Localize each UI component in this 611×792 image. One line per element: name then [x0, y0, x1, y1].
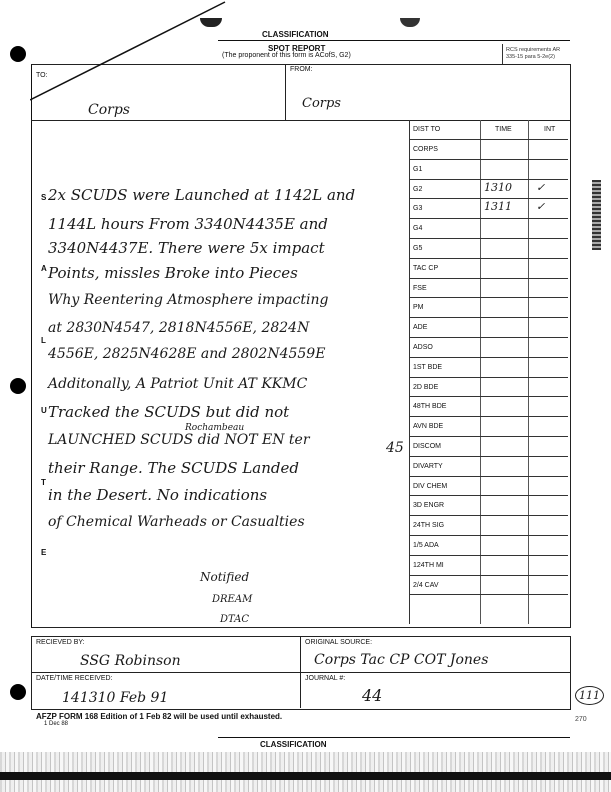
edition-text: Edition of 1 Feb 82 will be used until exhausted.	[100, 712, 283, 721]
dist-row-time: 1310	[484, 180, 512, 194]
footer-rule	[218, 737, 570, 738]
punch-hole-bottom	[10, 684, 26, 700]
dist-row-label: DISCOM	[413, 443, 441, 450]
report-line-5: Why Reentering Atmosphere impacting	[48, 292, 329, 308]
report-line-7: 4556E, 2825N4628E and 2802N4559E	[48, 346, 326, 362]
form-title: SPOT REPORT	[268, 44, 326, 53]
footer-date: 1 Dec 88	[44, 721, 69, 727]
header-rule	[218, 40, 570, 41]
report-line-12: in the Desert. No indications	[48, 486, 268, 504]
dist-to-header: DIST TO	[413, 126, 441, 133]
original-source-label: ORIGINAL SOURCE:	[305, 639, 373, 646]
table-row-rule	[409, 377, 568, 378]
classification-top: CLASSIFICATION	[262, 30, 329, 39]
report-line-13: of Chemical Warheads or Casualties	[48, 514, 305, 530]
dist-row-label: TAC CP	[413, 264, 439, 272]
scan-edge-right	[592, 180, 601, 250]
footer-corner-code: 270	[575, 716, 587, 723]
table-row-rule	[409, 317, 568, 318]
table-row-rule	[409, 297, 568, 298]
to-label: TO:	[36, 72, 48, 79]
journal-label: JOURNAL #:	[305, 675, 346, 682]
dist-row-label: 2/4 CAV	[413, 581, 439, 589]
table-row-rule	[409, 594, 568, 595]
form-number: AFZP FORM 168	[36, 712, 99, 721]
dist-row-int: ✓	[536, 180, 546, 194]
table-row-rule	[409, 495, 568, 496]
proponent-text: (The proponent of this form is ACofS, G2)	[222, 52, 351, 59]
datetime-received-label: DATE/TIME RECEIVED:	[36, 675, 113, 682]
dist-row-label: 3D ENGR	[413, 502, 445, 510]
report-line-9: Tracked the SCUDS but did not	[48, 403, 290, 421]
rcs-text: RCS requirements AR 335-15 para 5-2e(2)	[506, 47, 561, 60]
report-line-8: Additonally, A Patriot Unit AT KKMC	[48, 376, 308, 392]
table-row-rule	[409, 436, 568, 437]
received-by-value: SSG Robinson	[80, 653, 181, 669]
dist-row-label: DIV CHEM	[413, 482, 448, 490]
salute-s: S	[41, 193, 47, 202]
int-header: INT	[544, 126, 556, 133]
dist-row-label: FSE	[413, 284, 427, 292]
time-header: TIME	[495, 126, 512, 133]
from-label: FROM:	[290, 66, 313, 73]
table-row-rule	[409, 396, 568, 397]
bottom-mid-rule	[31, 672, 571, 673]
stamp-line-1: Notified	[200, 570, 250, 584]
dist-row-label: AVN BDE	[413, 423, 444, 431]
dist-row-label: ADE	[413, 324, 428, 332]
table-row-rule	[409, 238, 568, 239]
insert-note: Rochambeau	[185, 423, 245, 433]
table-row-rule	[409, 555, 568, 556]
journal-value: 44	[362, 686, 383, 705]
dist-row-label: G2	[413, 185, 423, 193]
report-line-10: LAUNCHED SCUDS did NOT EN ter	[48, 432, 310, 448]
salute-a: A	[41, 264, 47, 273]
dist-row-label: 1/5 ADA	[413, 542, 439, 549]
salute-l: L	[41, 336, 46, 345]
table-row-rule	[409, 218, 568, 219]
to-value: Corps	[88, 102, 130, 118]
table-row-rule	[409, 278, 568, 279]
report-line-11: their Range. The SCUDS Landed	[48, 459, 299, 477]
table-row-rule	[409, 337, 568, 338]
col-divider-time	[480, 120, 481, 624]
report-line-3: 3340N4437E. There were 5x impact	[48, 239, 325, 257]
report-line-1: 2x SCUDS were Launched at 1142L and	[48, 186, 356, 204]
side-marks: 45	[386, 440, 404, 456]
table-row-rule	[409, 258, 568, 259]
stamp-line-3: DTAC	[220, 614, 250, 625]
dist-row-label: 124TH MI	[413, 561, 444, 569]
dist-row-label: DIVARTY	[413, 462, 443, 470]
dist-row-label: 2D BDE	[413, 383, 439, 391]
table-row-rule	[409, 476, 568, 477]
dist-row-label: 24TH SIG	[413, 522, 445, 530]
bottom-divider	[300, 636, 301, 708]
table-row-rule	[409, 575, 568, 576]
table-row-rule	[409, 198, 568, 199]
to-from-divider	[285, 64, 286, 120]
stamp-line-2: DREAM	[212, 594, 253, 605]
dist-row-label: PM	[413, 304, 424, 312]
punch-hole-top	[10, 46, 26, 62]
table-row-rule	[409, 139, 568, 140]
report-line-6: at 2830N4547, 2818N4556E, 2824N	[48, 320, 310, 336]
dist-row-label: G4	[413, 225, 423, 233]
dist-row-time: 1311	[484, 200, 512, 214]
report-line-2: 1144L hours From 3340N4435E and	[48, 215, 328, 233]
salute-t: T	[41, 478, 46, 487]
received-by-label: RECIEVED BY:	[36, 639, 85, 646]
classification-bottom: CLASSIFICATION	[260, 740, 327, 749]
salute-u: U	[41, 406, 47, 415]
report-line-4: Points, missles Broke into Pieces	[48, 264, 298, 282]
dist-row-int: ✓	[536, 200, 546, 214]
table-row-rule	[409, 357, 568, 358]
original-source-value: Corps Tac CP COT Jones	[314, 652, 489, 668]
table-row-rule	[409, 179, 568, 180]
scan-bar-bottom	[0, 772, 611, 780]
table-row-rule	[409, 416, 568, 417]
col-divider-int	[528, 120, 529, 624]
rcs-divider	[502, 44, 503, 64]
salute-e: E	[41, 548, 47, 557]
dist-row-label: G1	[413, 165, 423, 173]
footer-form-number	[36, 712, 282, 721]
corner-diagonal	[30, 0, 230, 120]
datetime-received-value: 141310 Feb 91	[62, 690, 169, 706]
page-mark: 111	[575, 686, 604, 705]
table-row-rule	[409, 159, 568, 160]
table-row-rule	[409, 535, 568, 536]
table-row-rule	[409, 515, 568, 516]
dist-row-label: ADSO	[413, 344, 433, 351]
dist-row-label: CORPS	[413, 146, 438, 153]
seal-right	[400, 18, 420, 27]
dist-row-label: 48TH BDE	[413, 403, 447, 411]
dist-row-label: G5	[413, 245, 423, 252]
punch-hole-middle	[10, 378, 26, 394]
dist-row-label: G3	[413, 205, 423, 213]
table-row-rule	[409, 456, 568, 457]
dist-row-label: 1ST BDE	[413, 363, 443, 371]
from-value: Corps	[302, 96, 341, 111]
